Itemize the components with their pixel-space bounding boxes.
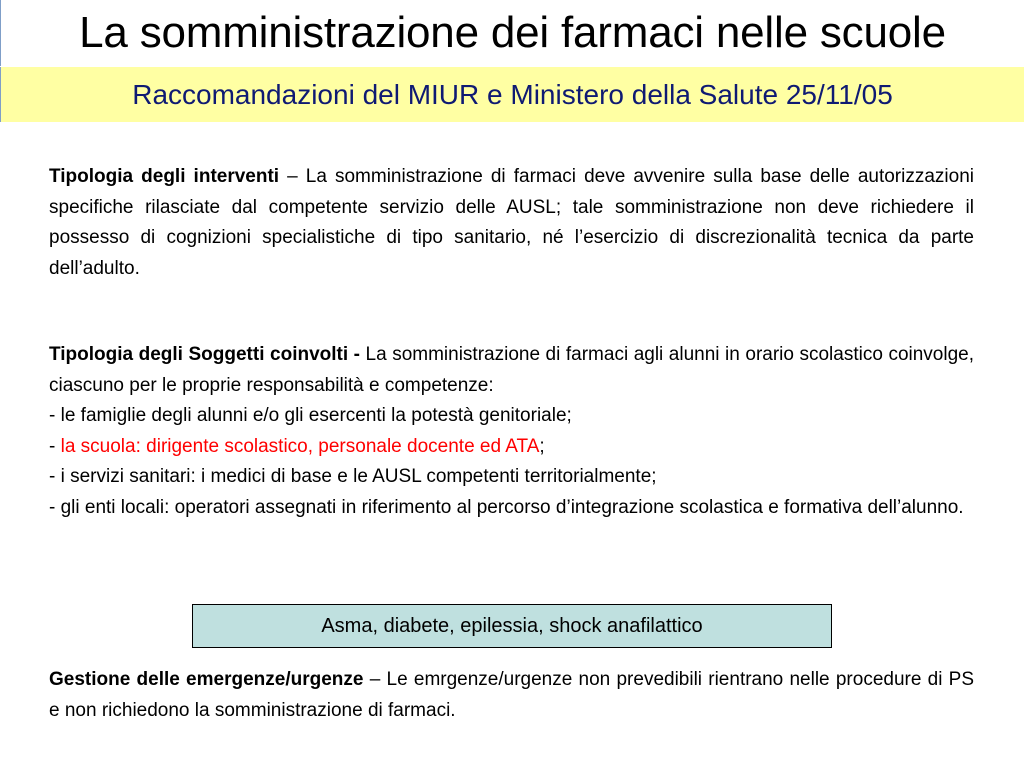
heading-emergenze: Gestione delle emergenze/urgenze [49, 669, 364, 690]
body-emergenze: Le emrgenze/urgenze non prevedibili rientrano nelle procedure di PS e non richiedono la somministrazione di farmaci. [49, 669, 975, 721]
body-interventi: La somministrazione di farmaci deve avvenire sulla base delle autorizzazioni specifiche rilasciate dal competente servizio delle AUSL; tale somministrazione non deve richiedere il possesso di cognizioni specialistiche di tipo sanitario, né l’esercizio di discrezionalità tecnica da parte dell’adulto. [49, 166, 974, 279]
list-item-enti-locali: - gli enti locali: operatori assegnati in riferimento al percorso d’integrazione scolastica e formativa dell’alunno. [49, 496, 964, 518]
heading-interventi: Tipologia degli interventi [49, 166, 280, 187]
paragraph-interventi [49, 162, 974, 284]
paragraph-emergenze [49, 665, 974, 726]
list-item-scuola-highlight: la scuola: dirigente scolastico, personale docente ed ATA [60, 435, 540, 457]
paragraph-soggetti [49, 340, 974, 523]
heading-soggetti: Tipologia degli Soggetti coinvolti - [49, 344, 360, 365]
soggetti-intro [49, 340, 974, 401]
list-item-famiglie: - le famiglie degli alunni e/o gli esercenti la potestà genitoriale; [49, 405, 572, 426]
list-item-scuola-suffix: ; [539, 435, 545, 457]
slide-subtitle: Raccomandazioni del MIUR e Ministero della Salute 25/11/05 [132, 79, 893, 110]
separator-emergenze: – [363, 669, 387, 690]
callout-box: Asma, diabete, epilessia, shock anafilattico [192, 604, 832, 648]
list-item-scuola-prefix: - [49, 435, 61, 457]
list-item-servizi-sanitari: - i servizi sanitari: i medici di base e le AUSL competenti territorialmente; [49, 466, 657, 487]
separator-interventi: – [279, 166, 306, 187]
body-soggetti: La somministrazione di farmaci agli alunni in orario scolastico coinvolge, ciascuno per le proprie responsabilità e competenze: [49, 344, 974, 396]
slide-title: La somministrazione dei farmaci nelle scuole [79, 8, 946, 57]
subtitle-bar [0, 67, 1024, 122]
title-bar [0, 0, 1024, 66]
list-item-scuola [49, 432, 974, 463]
